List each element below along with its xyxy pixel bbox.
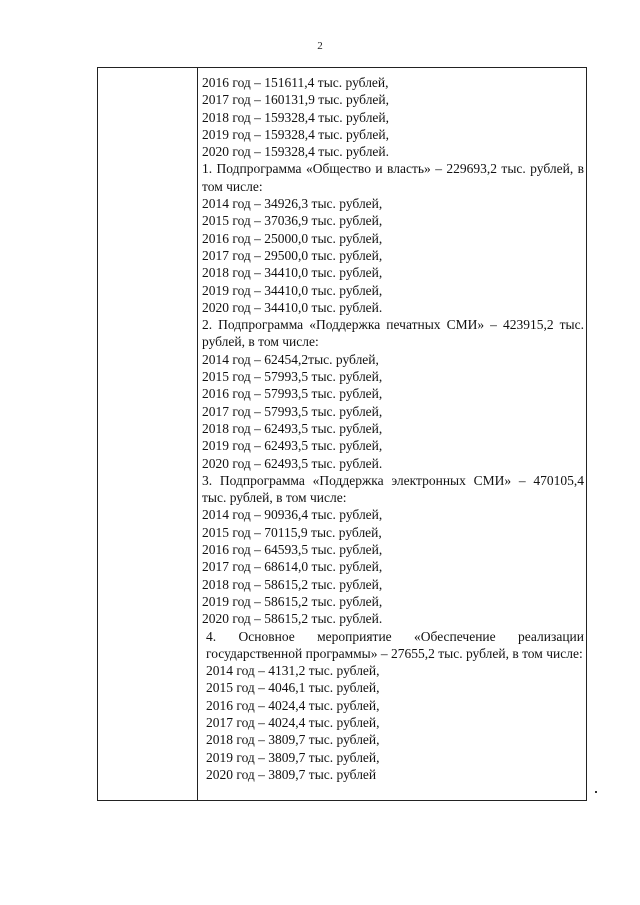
- year-line: 2015 год – 37036,9 тыс. рублей,: [202, 213, 383, 229]
- year-line: 2016 год – 151611,4 тыс. рублей,: [202, 75, 389, 90]
- year-line: 2018 год – 62493,5 тыс. рублей,: [202, 420, 383, 436]
- subprogram-title: 3. Подпрограмма «Поддержка электронных СМИ» – 470105,4 тыс. рублей, в том числе:: [202, 472, 584, 506]
- page-number: 2: [317, 40, 323, 52]
- subprogram-title: 2. Подпрограмма «Поддержка печатных СМИ» – 423915,2 тыс. рублей, в том числе:: [202, 317, 584, 350]
- table-right-cell: [202, 74, 584, 783]
- year-line: 2014 год – 62454,2тыс. рублей,: [202, 351, 379, 367]
- year-line: 2016 год – 4024,4 тыс. рублей,: [206, 697, 380, 713]
- subprogram-title: 1. Подпрограмма «Общество и власть» – 229693,2 тыс. рублей, в том числе:: [202, 161, 584, 194]
- year-line: 2017 год – 29500,0 тыс. рублей,: [202, 247, 383, 263]
- subprogram-2: [202, 316, 584, 472]
- year-line: 2017 год – 4024,4 тыс. рублей,: [206, 714, 380, 730]
- funding-table: [97, 67, 587, 801]
- year-line: 2015 год – 4046,1 тыс. рублей,: [206, 680, 380, 696]
- year-line: 2017 год – 57993,5 тыс. рублей,: [202, 403, 383, 419]
- year-line: 2017 год – 160131,9 тыс. рублей,: [202, 92, 390, 108]
- intro-years-list: [202, 74, 584, 160]
- year-line: 2019 год – 159328,4 тыс. рублей,: [202, 126, 390, 142]
- year-line: 2019 год – 34410,0 тыс. рублей,: [202, 282, 383, 298]
- year-line: 2020 год – 34410,0 тыс. рублей.: [202, 299, 383, 315]
- year-line: 2014 год – 4131,2 тыс. рублей,: [206, 663, 380, 679]
- scan-speck: [595, 791, 597, 793]
- year-line: 2016 год – 64593,5 тыс. рублей,: [202, 542, 383, 558]
- year-line: 2019 год – 58615,2 тыс. рублей,: [202, 593, 383, 609]
- table-left-cell: [98, 68, 198, 800]
- year-line: 2020 год – 159328,4 тыс. рублей.: [202, 144, 390, 160]
- subprogram-3: [202, 472, 584, 628]
- year-line: 2015 год – 57993,5 тыс. рублей,: [202, 369, 383, 385]
- year-line: 2018 год – 58615,2 тыс. рублей,: [202, 576, 383, 592]
- year-line: 2016 год – 57993,5 тыс. рублей,: [202, 386, 383, 402]
- year-line: 2019 год – 3809,7 тыс. рублей,: [206, 749, 380, 765]
- year-line: 2014 год – 34926,3 тыс. рублей,: [202, 196, 383, 212]
- year-line: 2016 год – 25000,0 тыс. рублей,: [202, 230, 383, 246]
- year-line: 2015 год – 70115,9 тыс. рублей,: [202, 524, 382, 540]
- year-line: 2020 год – 62493,5 тыс. рублей.: [202, 455, 383, 471]
- year-line: 2020 год – 58615,2 тыс. рублей.: [202, 611, 383, 627]
- year-line: 2018 год – 3809,7 тыс. рублей,: [206, 732, 380, 748]
- main-activity-title: 4. Основное мероприятие «Обеспечение реализации государственной программы» – 27655,2 тыс. рублей, в том числе:: [206, 628, 584, 661]
- year-line: 2018 год – 34410,0 тыс. рублей,: [202, 265, 383, 281]
- year-line: 2014 год – 90936,4 тыс. рублей,: [202, 507, 383, 523]
- subprogram-1: [202, 160, 584, 316]
- main-activity-4: [202, 628, 584, 784]
- year-line: 2018 год – 159328,4 тыс. рублей,: [202, 109, 390, 125]
- year-line: 2019 год – 62493,5 тыс. рублей,: [202, 438, 383, 454]
- year-line: 2020 год – 3809,7 тыс. рублей: [206, 766, 377, 782]
- year-line: 2017 год – 68614,0 тыс. рублей,: [202, 559, 383, 575]
